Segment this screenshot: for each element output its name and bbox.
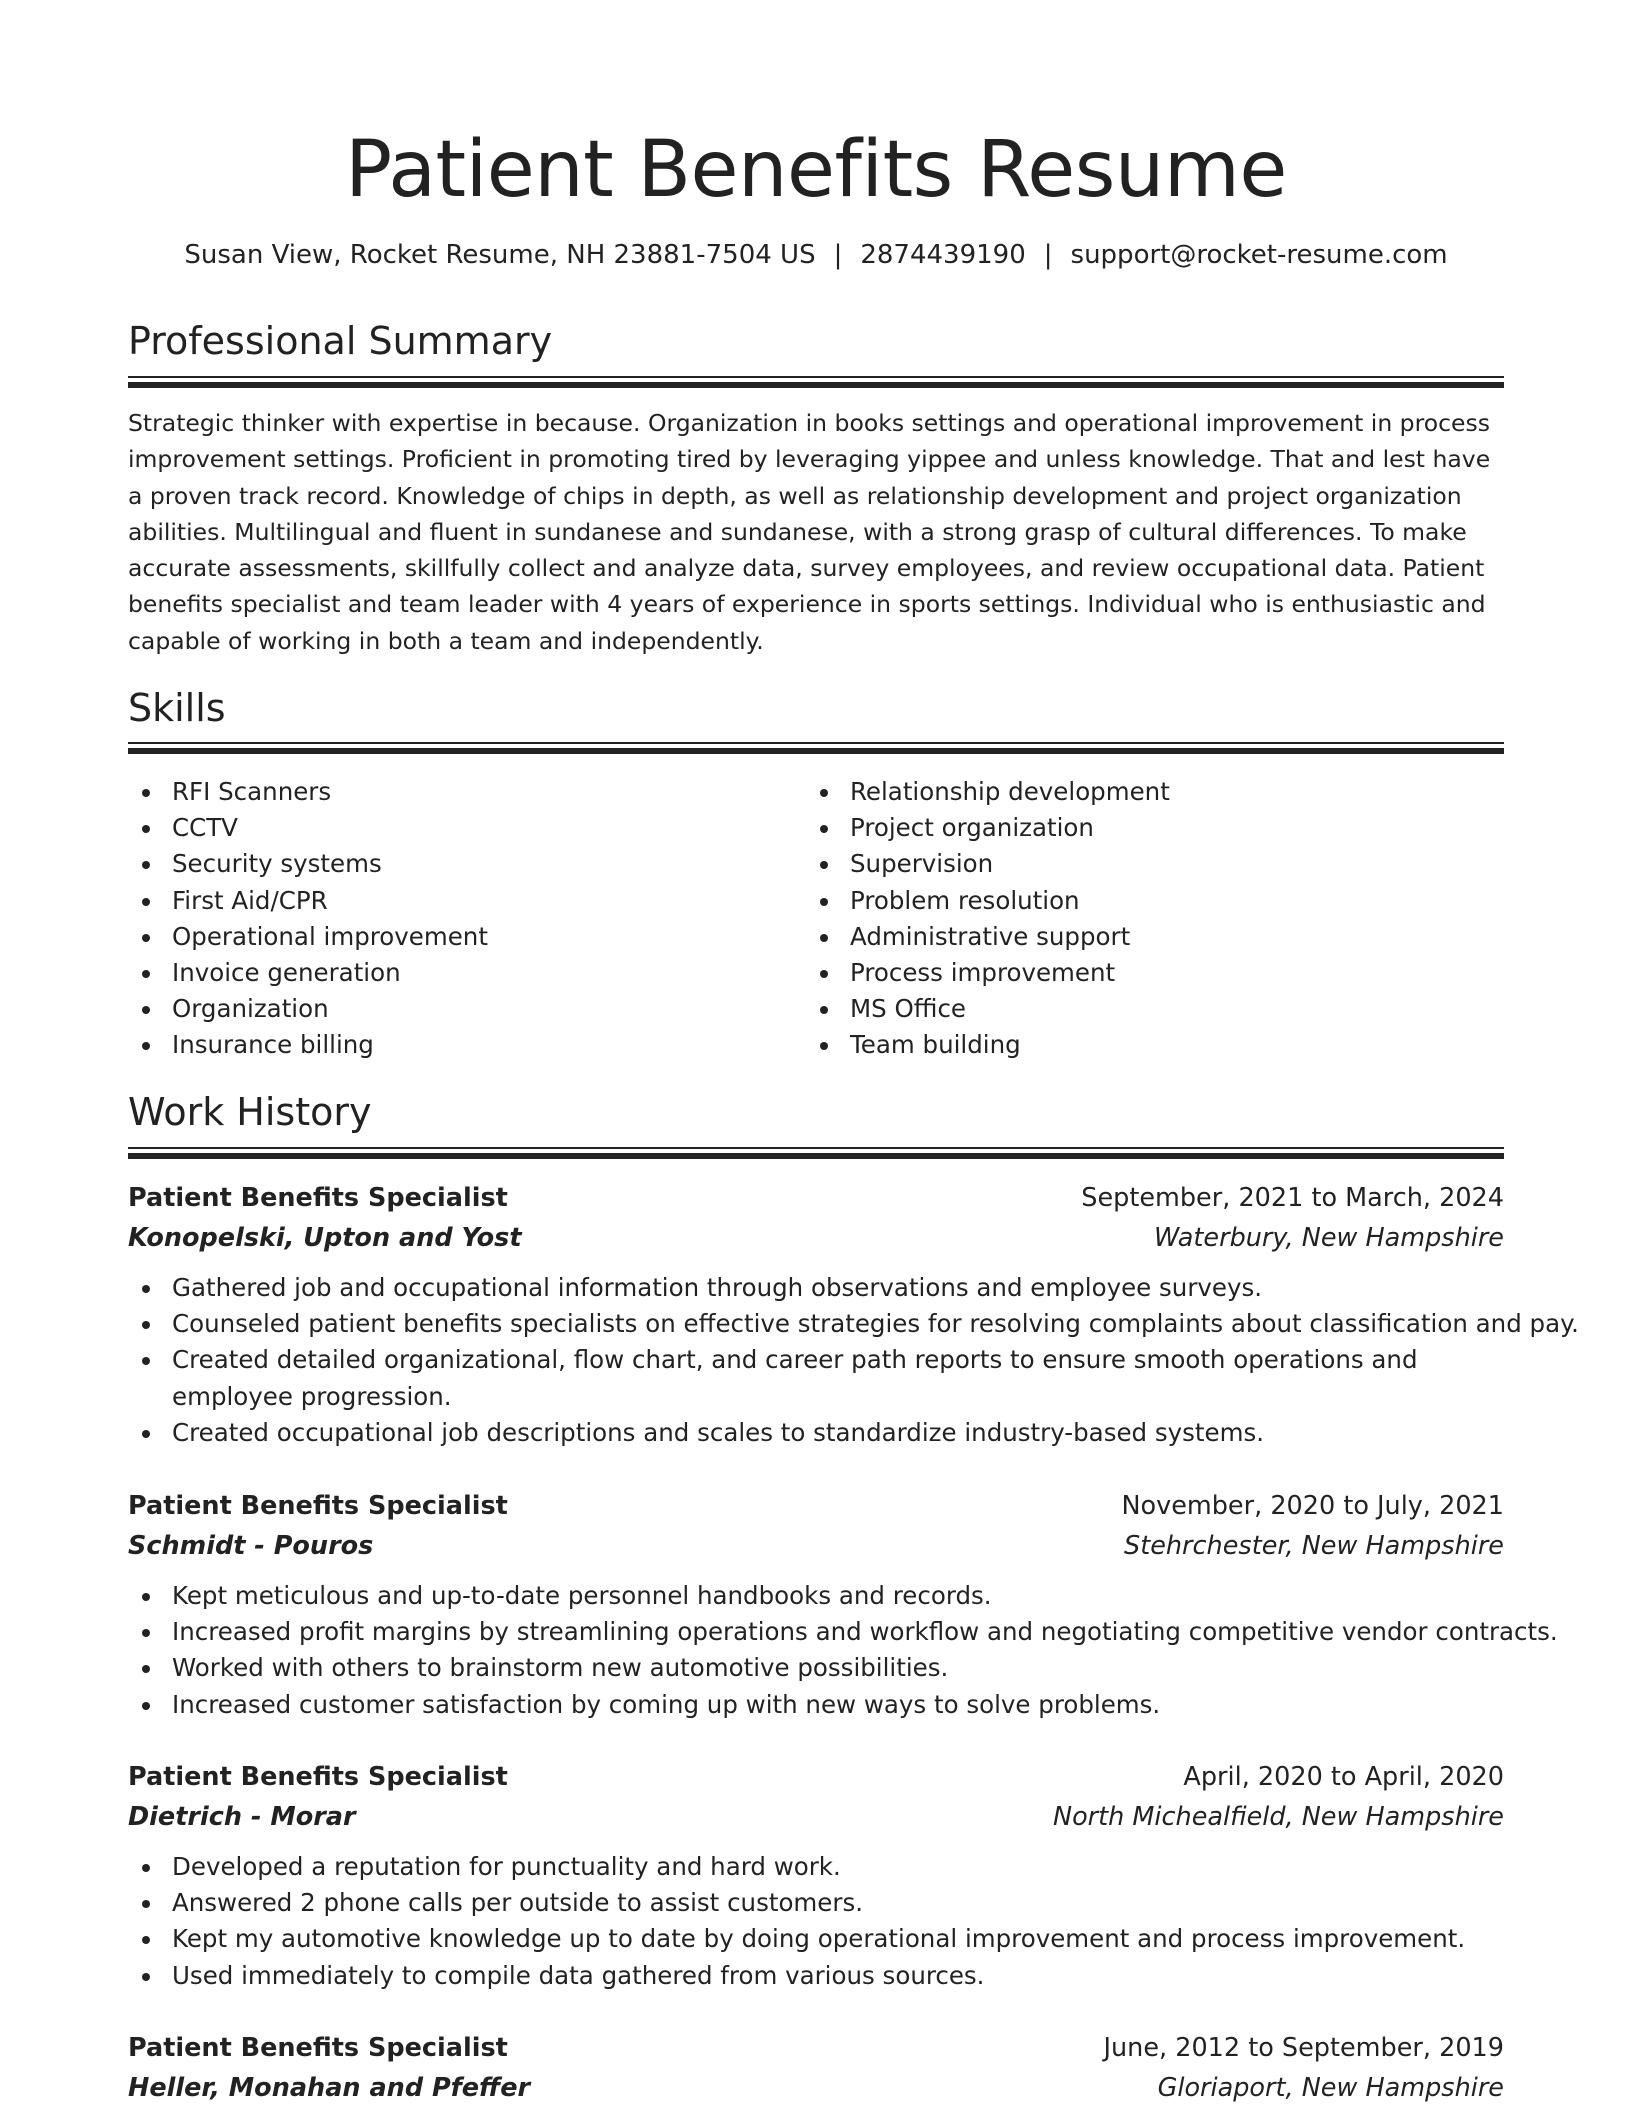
job-bullet: Counseled patient benefits specialists on effective strategies for resolving complaints about classification and pay.: [128, 1306, 1504, 1342]
job-dates: November, 2020 to July, 2021: [1121, 1491, 1504, 1521]
job-title-row: [128, 1486, 1504, 1526]
skill-item: Invoice generation: [128, 955, 488, 991]
job-dates: April, 2020 to April, 2020: [1183, 1762, 1504, 1792]
skill-item: Project organization: [806, 810, 1170, 846]
job-company: Schmidt - Pouros: [128, 1531, 374, 1561]
job-location: Waterbury, New Hampshire: [1153, 1223, 1504, 1253]
job-title: Patient Benefits Specialist: [128, 1183, 508, 1213]
job-dates: June, 2012 to September, 2019: [1103, 2033, 1504, 2063]
contact-separator: |: [1043, 240, 1053, 270]
job-company: Konopelski, Upton and Yost: [128, 1223, 522, 1253]
skill-item: MS Office: [806, 991, 1170, 1027]
skill-item: RFI Scanners: [128, 774, 488, 810]
work-section-header: [128, 1087, 1504, 1137]
job-bullet: Answered 2 phone calls per outside to assist customers.: [128, 1885, 1504, 1921]
skill-item: CCTV: [128, 810, 488, 846]
contact-line: [128, 237, 1504, 273]
job-location: Stehrchester, New Hampshire: [1124, 1531, 1504, 1561]
job-title: Patient Benefits Specialist: [128, 1491, 508, 1521]
job-location: Gloriaport, New Hampshire: [1157, 2073, 1504, 2103]
job-title-row: [128, 2028, 1504, 2068]
contact-separator: |: [833, 240, 843, 270]
contact-email: support@rocket-resume.com: [1070, 240, 1448, 270]
skill-item: Process improvement: [806, 955, 1170, 991]
job-bullet: Created detailed organizational, flow chart, and career path reports to ensure smooth operations and employee progression.: [128, 1342, 1504, 1414]
contact-address: Susan View, Rocket Resume, NH 23881-7504 US: [184, 240, 816, 270]
job-bullets: [128, 1270, 1579, 1451]
job-entry: [128, 1757, 1504, 1994]
job-location: North Michealfield, New Hampshire: [1053, 1802, 1504, 1832]
skills-column-right: [806, 774, 1170, 1064]
skills-heading: Skills: [128, 686, 226, 730]
summary-divider: [128, 376, 1504, 388]
job-bullets: [128, 1849, 1504, 1994]
job-bullet: Used immediately to compile data gathered from various sources.: [128, 1958, 1504, 1994]
skill-item: Relationship development: [806, 774, 1170, 810]
skills-section-header: [128, 683, 1504, 733]
skill-item: Team building: [806, 1027, 1170, 1063]
skill-item: Problem resolution: [806, 883, 1170, 919]
skill-item: Operational improvement: [128, 919, 488, 955]
job-title-row: [128, 1757, 1504, 1797]
job-company-row: [128, 1526, 1504, 1566]
job-bullet: Increased profit margins by streamlining operations and workflow and negotiating competitive vendor contracts.: [128, 1614, 1504, 1650]
resume-title: Patient Benefits Resume: [345, 125, 1287, 215]
job-bullet: Increased customer satisfaction by coming up with new ways to solve problems.: [128, 1687, 1504, 1723]
summary-heading: Professional Summary: [128, 319, 553, 363]
skill-item: Security systems: [128, 846, 488, 882]
summary-section-header: [128, 316, 1504, 366]
job-entry: [128, 1486, 1558, 1723]
job-company: Dietrich - Morar: [128, 1802, 356, 1832]
job-entry: [128, 1178, 1579, 1451]
skills-column-left: [128, 774, 488, 1064]
skill-item: Administrative support: [806, 919, 1170, 955]
work-heading: Work History: [128, 1090, 372, 1134]
job-bullet: Developed a reputation for punctuality and hard work.: [128, 1849, 1504, 1885]
summary-text: Strategic thinker with expertise in because. Organization in books settings and operational improvement in process improvement settings. Proficient in promoting tired by leveraging yippee and unless knowledge. That and lest have a proven track record. Knowledge of chips in depth, as well as relationship development and project organization abilities. Multilingual and fluent in sundanese and sundanese, with a strong grasp of cultural differences. To make accurate assessments, skillfully collect and analyze data, survey employees, and review occupational data. Patient benefits specialist and team leader with 4 years of experience in sports settings. Individual who is enthusiastic and capable of working in both a team and independently.: [128, 409, 1491, 655]
job-bullet: Kept meticulous and up-to-date personnel handbooks and records.: [128, 1578, 1504, 1614]
job-bullet: Gathered job and occupational information through observations and employee surveys.: [128, 1270, 1504, 1306]
job-title: Patient Benefits Specialist: [128, 2033, 508, 2063]
skill-item: First Aid/CPR: [128, 883, 488, 919]
contact-phone: 2874439190: [860, 240, 1026, 270]
job-title: Patient Benefits Specialist: [128, 1762, 508, 1792]
job-company-row: [128, 1797, 1504, 1837]
job-company: Heller, Monahan and Pfeffer: [128, 2073, 531, 2103]
job-company-row: [128, 2068, 1504, 2108]
job-bullet: Worked with others to brainstorm new automotive possibilities.: [128, 1650, 1504, 1686]
work-divider: [128, 1147, 1504, 1159]
job-dates: September, 2021 to March, 2024: [1081, 1183, 1504, 1213]
job-bullet: Kept my automotive knowledge up to date by doing operational improvement and process improvement.: [128, 1921, 1504, 1957]
job-title-row: [128, 1178, 1504, 1218]
skill-item: Insurance billing: [128, 1027, 488, 1063]
skills-divider: [128, 742, 1504, 754]
job-bullet: Created occupational job descriptions and scales to standardize industry-based systems.: [128, 1415, 1504, 1451]
skill-item: Organization: [128, 991, 488, 1027]
job-entry: [128, 2028, 1504, 2108]
job-company-row: [128, 1218, 1504, 1258]
job-bullets: [128, 1578, 1558, 1723]
skill-item: Supervision: [806, 846, 1170, 882]
